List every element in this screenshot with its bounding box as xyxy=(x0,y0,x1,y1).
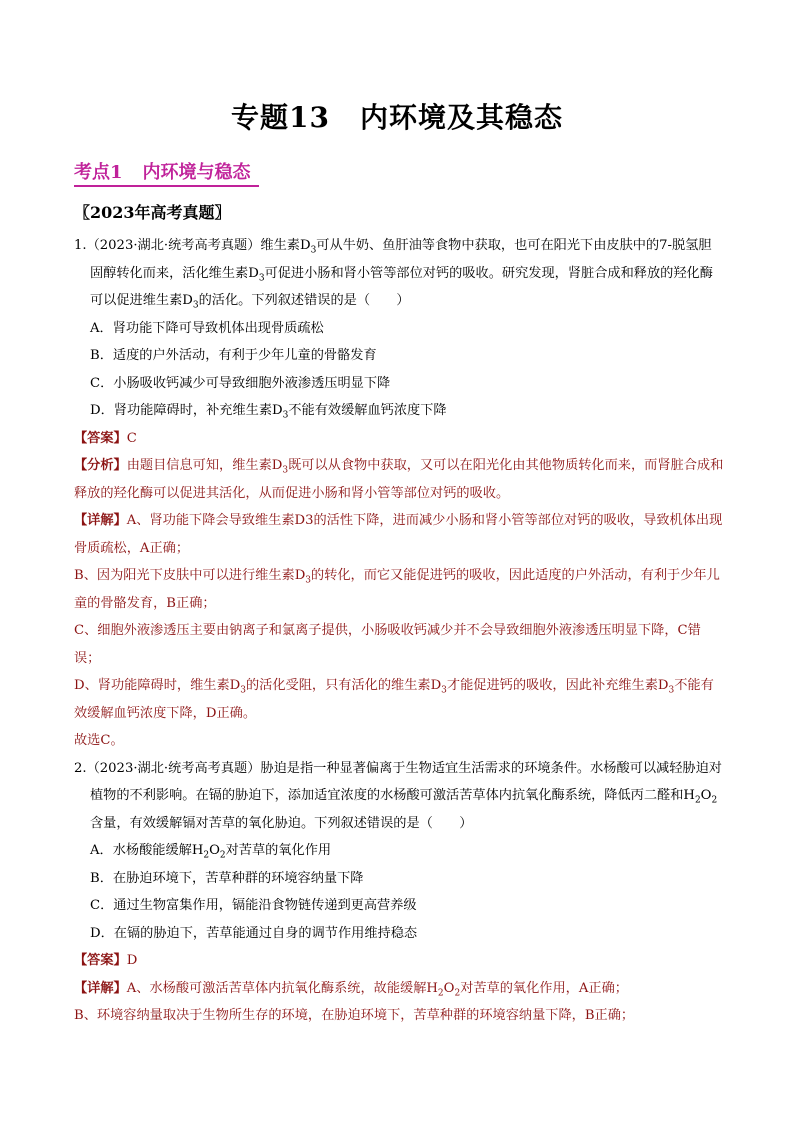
answer xyxy=(74,947,724,975)
subscript: 3 xyxy=(282,465,289,476)
answer xyxy=(74,425,724,453)
subscript: 2 xyxy=(454,988,461,999)
subscript: 3 xyxy=(258,273,265,284)
detail-text: 不能有效缓解血钙浓度下降，D正确。 xyxy=(74,678,714,721)
section-number: 考点1 xyxy=(74,162,123,183)
option-text: 对苦草的氧化作用 xyxy=(225,843,332,858)
answer-value: D xyxy=(126,953,138,968)
question-stem-text: 的活化。下列叙述错误的是（ ） xyxy=(198,293,410,308)
subscript: 2 xyxy=(437,988,444,999)
option-c: C．小肠吸收钙减少可导致细胞外液渗透压明显下降 xyxy=(90,375,391,391)
subscript: 2 xyxy=(694,795,701,806)
detail-a xyxy=(74,975,724,1003)
subscript: 2 xyxy=(219,850,226,861)
detail-a xyxy=(74,507,724,562)
section-heading xyxy=(74,158,259,187)
option-text: D．肾功能障碍时，补充维生素D xyxy=(90,403,283,418)
question-stem-text: 胁迫是指一种显著偏离于生物适宜生活需求的环境条件。水杨酸可以减轻胁迫对植物的不利影响。在镉的胁迫下，添加适宜浓度的水杨酸可激活苦草体内抗氧化酶系统，降低丙二醛和H xyxy=(90,760,722,803)
page-title xyxy=(0,96,794,136)
option-text: A．水杨酸能缓解H xyxy=(90,843,204,858)
subscript: 3 xyxy=(668,685,675,696)
analysis-text: 由题目信息可知，维生素D xyxy=(126,458,283,473)
detail-text: A、水杨酸可激活苦草体内抗氧化酶系统，故能缓解H xyxy=(126,980,438,996)
question-stem-text: 可从牛奶、鱼肝油等食物中获取，也可在阳光下由皮肤中的7-脱氢胆固醇转化而来，活化维生素D xyxy=(90,238,712,281)
question-number: 1. xyxy=(74,238,87,253)
detail-d xyxy=(74,672,724,727)
question-stem-text: 含量，有效缓解镉对苦草的氧化胁迫。下列叙述错误的是（ ） xyxy=(90,815,473,831)
section-name: 内环境与稳态 xyxy=(142,162,251,183)
option-a: A．肾功能下降可导致机体出现骨质疏松 xyxy=(90,320,324,336)
detail-text: 的活化受阻，只有活化的维生素D xyxy=(245,678,442,693)
detail-c: C、细胞外液渗透压主要由钠离子和氯离子提供，小肠吸收钙减少并不会导致细胞外液渗透压明显下降，C错误； xyxy=(74,623,701,666)
detail-text: 才能促进钙的吸收，因此补充维生素D xyxy=(446,678,669,693)
option-text: O xyxy=(209,843,220,858)
subscript: 2 xyxy=(711,795,718,806)
detail-text: 的转化，而它又能促进钙的吸收，因此适度的户外活动，有利于少年儿童的骨骼发育，B正确； xyxy=(74,568,720,611)
detail-text: D、肾功能障碍时，维生素D xyxy=(74,678,241,693)
conclusion: 故选C。 xyxy=(74,733,124,748)
answer-value: C xyxy=(126,430,137,446)
analysis-text: 既可以从食物中获取，又可以在阳光化由其他物质转化而来，而肾脏合成和释放的羟化酶可以促进其活化，从而促进小肠和肾小管等部位对钙的吸收。 xyxy=(74,458,724,501)
subscript: 3 xyxy=(192,300,199,311)
analysis-tag: 【分析】 xyxy=(74,458,127,473)
option-d: D．在镉的胁迫下，苦草能通过自身的调节作用维持稳态 xyxy=(90,925,418,941)
subscript: 2 xyxy=(203,850,210,861)
subscript: 3 xyxy=(441,685,447,696)
subscript: 3 xyxy=(310,245,317,256)
question-stem-text: 维生素D xyxy=(260,238,311,253)
option-text: 不能有效缓解血钙浓度下降 xyxy=(288,403,447,418)
detail-text: A、肾功能下降会导致维生素D3的活性下降，进而减少小肠和肾小管等部位对钙的吸收，导致机体出现骨质疏松，A正确； xyxy=(74,513,723,556)
subscript: 3 xyxy=(305,575,311,586)
detail-text: 对苦草的氧化作用，A正确； xyxy=(460,980,628,996)
detail-tag: 【详解】 xyxy=(74,980,127,996)
question-1 xyxy=(74,232,724,315)
question-2 xyxy=(74,755,724,838)
detail-b xyxy=(74,562,724,617)
question-number: 2. xyxy=(74,760,87,776)
analysis xyxy=(74,452,724,507)
option-a xyxy=(74,837,724,865)
title-topic-number: 专题13 xyxy=(231,101,330,134)
subscript: 3 xyxy=(282,410,289,421)
title-topic-name: 内环境及其稳态 xyxy=(359,101,563,134)
option-b: B．在胁迫环境下，苦草种群的环境容纳量下降 xyxy=(90,870,364,886)
question-stem-text: 可促进小肠和肾小管等部位对钙的吸收。研究发现，肾脏合成和释放的羟化酶可以促进维生素D xyxy=(90,265,713,308)
detail-b: B、环境容纳量取决于生物所生存的环境，在胁迫环境下，苦草种群的环境容纳量下降，B正确； xyxy=(74,1008,635,1023)
option-c: C．通过生物富集作用，镉能沿食物链传递到更高营养级 xyxy=(90,898,417,913)
question-source: （2023·湖北·统考高考真题） xyxy=(86,238,261,253)
question-stem-text: O xyxy=(700,788,712,803)
detail-tag: 【详解】 xyxy=(74,513,127,528)
detail-text: B、因为阳光下皮肤中可以进行维生素D xyxy=(74,568,306,583)
detail-text: O xyxy=(443,980,455,996)
subscript: 3 xyxy=(240,685,246,696)
answer-tag: 【答案】 xyxy=(74,953,127,968)
option-b: B．适度的户外活动，有利于少年儿童的骨骼发育 xyxy=(90,348,377,363)
exam-heading: 〖2023年高考真题〗 xyxy=(74,203,231,222)
answer-tag: 【答案】 xyxy=(74,430,127,446)
question-content xyxy=(74,232,724,1030)
option-d xyxy=(74,397,724,425)
question-source: （2023·湖北·统考高考真题） xyxy=(86,760,261,776)
